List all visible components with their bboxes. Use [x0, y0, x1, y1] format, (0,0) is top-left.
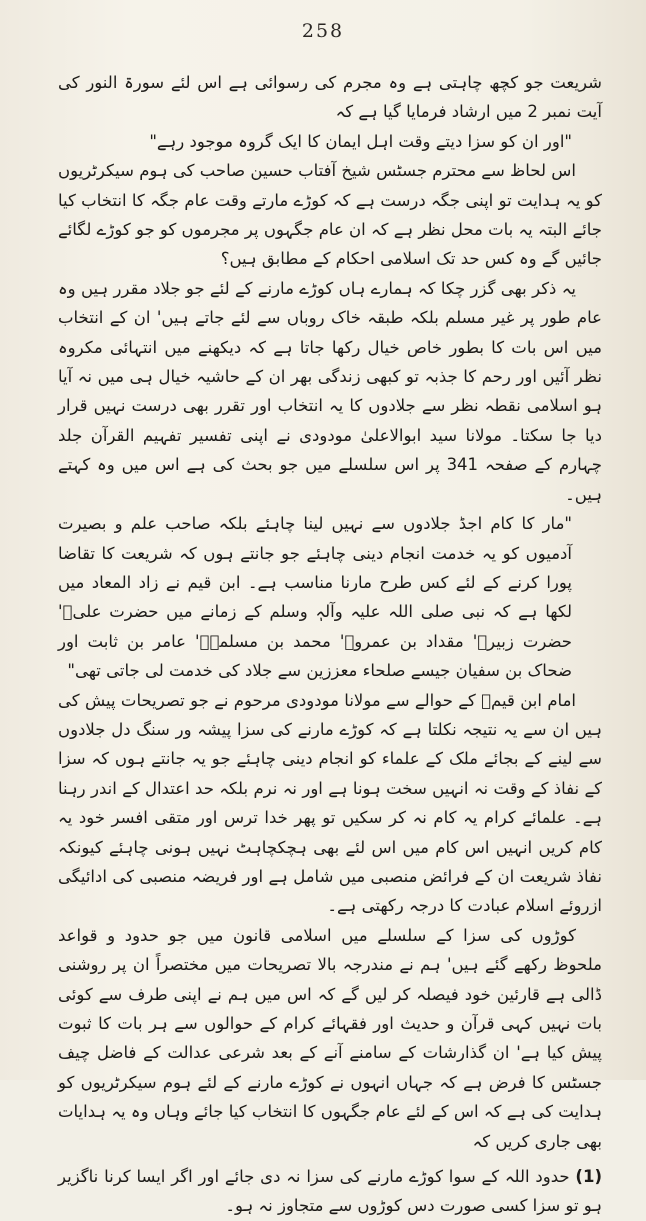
- paragraph: یہ ذکر بھی گزر چکا کہ ہمارے ہاں کوڑے مارنے کے لئے جو جلاد مقرر ہیں وہ عام طور پر غیر مسلم بلکہ طبقہ خاک روباں سے لئے جاتے ہیں' ان کے انتخاب میں اس بات کا بطور خاص خیال رکھا جاتا ہے کہ دیکھنے میں انتہائی مکروہ نظر آئیں اور رحم کا جذبہ تو کبھی زندگی بھر ان کے حاشیہ خیال ہی میں نہ آیا ہو اسلامی نقطہ نظر سے جلادوں کا یہ انتخاب اور تقرر بھی درست نہیں قرار دیا جا سکتا۔ مولانا سید ابوالاعلیٰ مودودی نے اپنی تفسیر تفہیم القرآن جلد چہارم کے صفحہ 341 پر اس سلسلے میں جو بحث کی ہے اس میں وہ کہتے ہیں۔: [58, 278, 602, 504]
- item-number: (1): [575, 1167, 602, 1187]
- paragraph: اس لحاظ سے محترم جسٹس شیخ آفتاب حسین صاحب کی ہوم سیکرٹریوں کو یہ ہدایت تو اپنی جگہ درست ہے کہ کوڑے مارتے وقت عام جگہ کا انتخاب کیا جائے البتہ یہ بات محل نظر ہے کہ ان عام جگہوں پر مجرموں کو جو کوڑے لگائے جائیں گے وہ کس حد تک اسلامی احکام کے مطابق ہیں؟: [58, 161, 602, 269]
- paragraph: امام ابن قیمؒ کے حوالے سے مولانا مودودی مرحوم نے جو تصریحات پیش کی ہیں ان سے یہ نتیجہ نکلتا ہے کہ کوڑے مارنے کی سزا پیشہ ور سنگ دل جلادوں سے لینے کے بجائے ملک کے علماء کو انجام دینی چاہئے جو یہ جانتے ہوں کہ سزا کے نفاذ کے وقت نہ انہیں سخت ہونا ہے اور نہ نرم بلکہ حد اعتدال کے اندر رہنا ہے۔ علمائے کرام یہ کام نہ کر سکیں تو پھر خدا ترس اور متقی افسر خود یہ کام کریں انہیں اس کام میں اس لئے بھی ہچکچاہٹ نہیں ہونی چاہئے کیونکہ نفاذ شریعت ان کے فرائض منصبی میں شامل ہے اور فریضہ منصبی کی ادائیگی ازروئے اسلام عبادت کا درجہ رکھتی ہے۔: [58, 690, 602, 916]
- quotation: "مار کا کام اجڈ جلادوں سے نہیں لینا چاہئے بلکہ صاحب علم و بصیرت آدمیوں کو یہ خدمت انجام دینی چاہئے جو جانتے ہوں کہ شریعت کا تقاضا پورا کرنے کے لئے کس طرح مارنا مناسب ہے۔ ابن قیم نے زاد المعاد میں لکھا ہے کہ نبی صلی اللہ علیہ وآلہٖ وسلم کے زمانے میں حضرت علیؓ' حضرت زبیرؓ' مقداد بن عمروؓ' محمد بن مسلمہؓ' عامر بن ثابت اور ضحاک بن سفیان جیسے صلحاء معززین سے جلاد کی خدمت لی جاتی تھی": [58, 514, 572, 681]
- numbered-item: [58, 1162, 602, 1221]
- paragraph: کوڑوں کی سزا کے سلسلے میں اسلامی قانون میں جو حدود و قواعد ملحوظ رکھے گئے ہیں' ہم نے مندرجہ بالا تصریحات میں مختصراً ان پر روشنی ڈالی ہے قارئین خود فیصلہ کر لیں گے کہ اس میں ہم نے اپنی طرف سے کوئی بات نہیں کہی قرآن و حدیث اور فقہائے کرام کے حوالوں سے ہر بات کا ثبوت پیش کیا ہے' ان گذارشات کے سامنے آنے کے بعد شرعی عدالت کے فاضل چیف جسٹس کا فرض ہے کہ جہاں انہوں نے کوڑے مارنے کے لئے ہوم سیکرٹریوں کو ہدایت کی ہے کہ اس کے لئے عام جگہوں کا انتخاب کیا جائے وہاں وہ یہ ہدایات بھی جاری کریں کہ: [58, 925, 602, 1151]
- page-body: [58, 68, 602, 1221]
- item-text: حدود اللہ کے سوا کوڑے مارنے کی سزا نہ دی جائے اور اگر ایسا کرنا ناگزیر ہو تو سزا کسی صورت دس کوڑوں سے متجاوز نہ ہو۔: [58, 1167, 602, 1216]
- page-number: 258: [301, 20, 345, 42]
- quotation: "اور ان کو سزا دیتے وقت اہل ایمان کا ایک گروہ موجود رہے": [149, 131, 572, 151]
- paragraph: شریعت جو کچھ چاہتی ہے وہ مجرم کی رسوائی ہے اس لئے سورۃ النور کی آیت نمبر 2 میں ارشاد فرمایا گیا ہے کہ: [58, 73, 602, 122]
